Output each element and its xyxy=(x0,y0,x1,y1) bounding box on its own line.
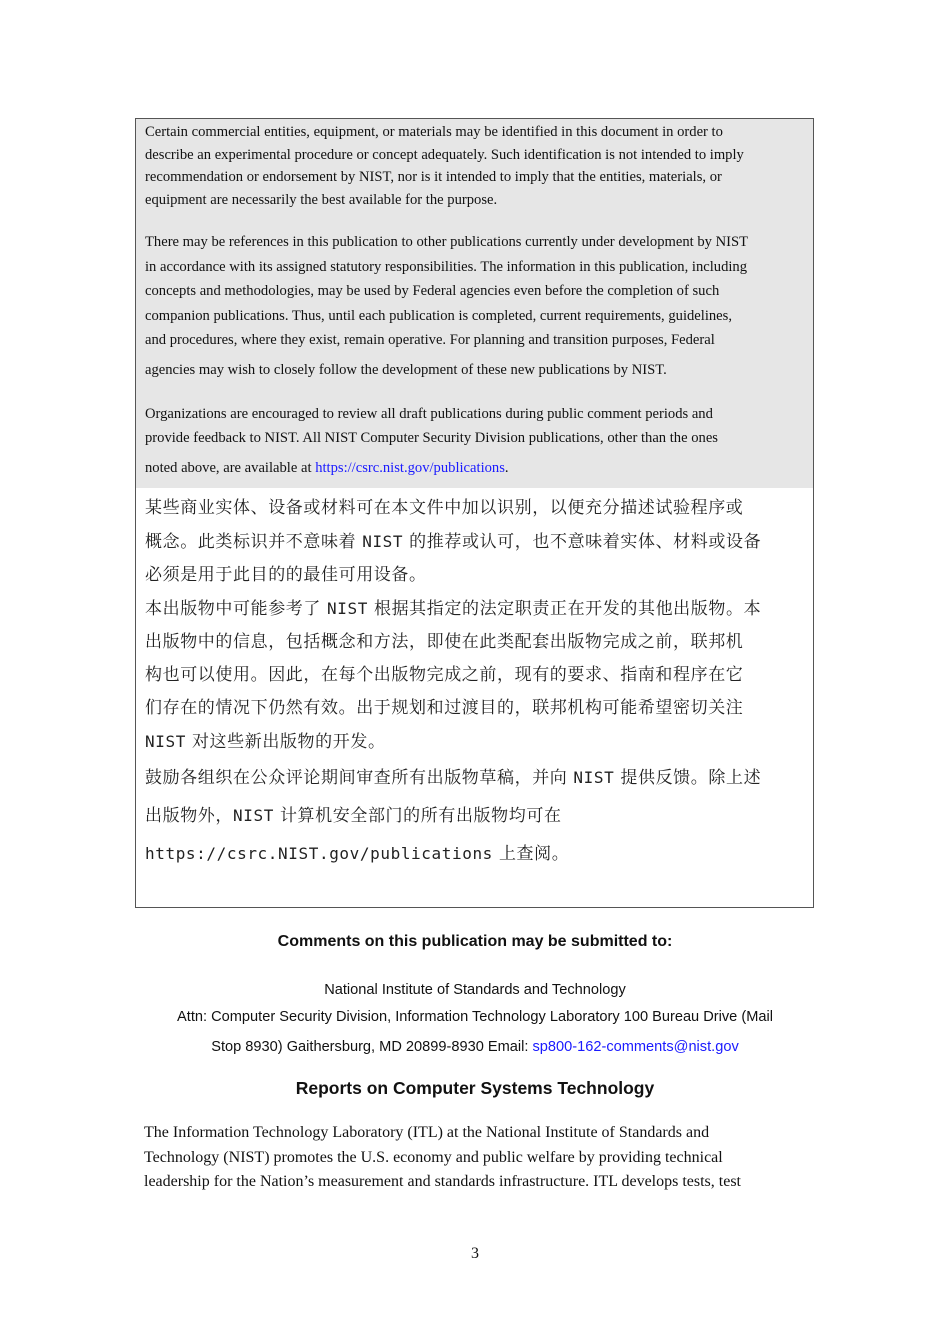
comments-heading: Comments on this publication may be submitted to: xyxy=(277,933,673,950)
zh-line: 出版物中的信息，包括概念和方法，即使在此类配套出版物完成之前，联邦机 xyxy=(145,632,744,653)
text-line: recommendation or endorsement by NIST, nor is it intended to imply that the entities, materials, or xyxy=(145,169,722,185)
text-line: provide feedback to NIST. All NIST Computer Security Division publications, other than the ones xyxy=(145,430,718,447)
text-line: Technology (NIST) promotes the U.S. economy and public welfare by providing technical xyxy=(144,1148,723,1166)
text-line: equipment are necessarily the best available for the purpose. xyxy=(145,191,498,208)
email-link[interactable]: sp800-162-comments@nist.gov xyxy=(532,1039,739,1055)
address-line: Stop 8930) Gaithersburg, MD 20899-8930 Email: sp800-162-comments@nist.gov xyxy=(211,1039,739,1055)
disclaimer-paragraph-feedback xyxy=(145,402,804,481)
text-line: Certain commercial entities, equipment, or materials may be identified in this document in order to xyxy=(145,124,723,140)
text-line: The Information Technology Laboratory (ITL) at the National Institute of Standards and xyxy=(144,1124,710,1141)
zh-line: 本出版物中可能参考了 NIST 根据其指定的法定职责正在开发的其他出版物。本 xyxy=(145,599,762,620)
text-line: agencies may wish to closely follow the development of these new publications by NIST. xyxy=(145,361,667,378)
text-line: concepts and methodologies, may be used by Federal agencies even before the completion of such xyxy=(145,283,720,300)
zh-line: 构也可以使用。因此，在每个出版物完成之前，现有的要求、指南和程序在它 xyxy=(145,665,744,686)
zh-line: 们存在的情况下仍然有效。出于规划和过渡目的，联邦机构可能希望密切关注 xyxy=(145,698,744,719)
address-line: National Institute of Standards and Technology xyxy=(324,982,626,998)
zh-line: 出版物外，NIST 计算机安全部门的所有出版物均可在 xyxy=(145,806,562,827)
text-line: leadership for the Nation’s measurement and standards infrastructure. ITL develops tests, test xyxy=(144,1173,741,1191)
zh-line: 概念。此类标识并不意味着 NIST 的推荐或认可，也不意味着实体、材料或设备 xyxy=(145,532,762,553)
zh-line: 某些商业实体、设备或材料可在本文件中加以识别，以便充分描述试验程序或 xyxy=(145,498,744,519)
text-line: and procedures, where they exist, remain operative. For planning and transition purposes, Federal xyxy=(145,332,715,349)
address-line: Attn: Computer Security Division, Information Technology Laboratory 100 Bureau Drive (Mail xyxy=(177,1009,773,1025)
disclaimer-paragraph-references xyxy=(145,230,804,383)
text-line: There may be references in this publication to other publications currently under development by NIST xyxy=(145,234,749,250)
text-line: in accordance with its assigned statutory responsibilities. The information in this publication, including xyxy=(145,258,748,275)
publications-link[interactable]: https://csrc.nist.gov/publications xyxy=(315,459,505,476)
contact-address xyxy=(135,977,815,1061)
page-number: 3 xyxy=(471,1245,479,1262)
disclaimer-english xyxy=(136,119,813,488)
zh-line: https://csrc.NIST.gov/publications 上查阅。 xyxy=(145,844,570,865)
zh-line: NIST 对这些新出版物的开发。 xyxy=(145,732,386,753)
text-line: companion publications. Thus, until each publication is completed, current requirements, guidelines, xyxy=(145,307,732,324)
disclaimer-box xyxy=(135,118,814,908)
disclaimer-paragraph-commercial xyxy=(145,121,804,211)
text-line: describe an experimental procedure or concept adequately. Such identification is not intended to imply xyxy=(145,146,744,163)
text-line: noted above, are available at xyxy=(145,459,316,476)
itl-paragraph xyxy=(144,1121,814,1195)
zh-line: 必须是用于此目的的最佳可用设备。 xyxy=(145,565,427,586)
reports-heading: Reports on Computer Systems Technology xyxy=(295,1078,655,1098)
text-line: Organizations are encouraged to review all draft publications during public comment periods and xyxy=(145,405,713,422)
disclaimer-chinese xyxy=(136,488,813,871)
zh-line: 鼓励各组织在公众评论期间审查所有出版物草稿，并向 NIST 提供反馈。除上述 xyxy=(145,768,762,789)
text-line: . xyxy=(504,459,509,476)
zh-publications-url[interactable]: https://csrc.NIST.gov/publications xyxy=(145,844,493,864)
